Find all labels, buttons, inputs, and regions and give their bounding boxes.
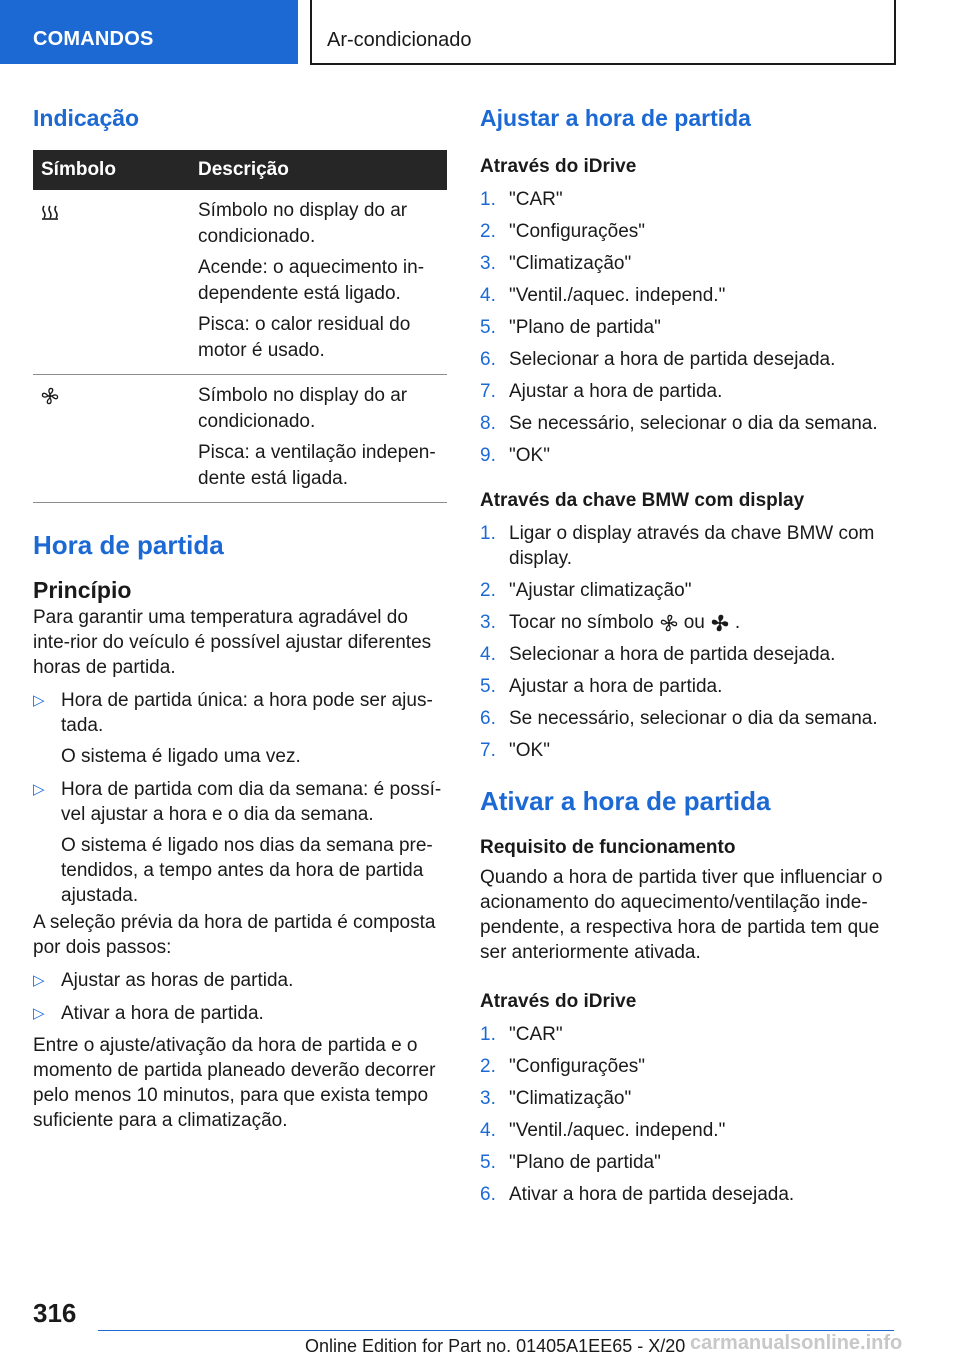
step-text: "Climatização" xyxy=(509,1088,632,1109)
step-text: Tocar no símbolo ou . xyxy=(509,612,741,633)
step-item xyxy=(480,411,896,436)
step-number: 4. xyxy=(480,1120,496,1141)
step-text: "Climatização" xyxy=(509,253,632,274)
step-item xyxy=(480,674,896,699)
step-number: 1. xyxy=(480,523,496,544)
idrive2-subheading: Através do iDrive xyxy=(480,991,637,1012)
idrive-steps xyxy=(480,187,896,468)
idrive-subheading: Através do iDrive xyxy=(480,156,637,177)
step-item xyxy=(480,578,896,603)
step-item xyxy=(480,738,896,763)
idrive2-steps xyxy=(480,1022,896,1207)
step-text: Ativar a hora de partida desejada. xyxy=(509,1184,795,1205)
step-text: Se necessário, selecionar o dia da semana. xyxy=(509,413,878,434)
page-number: 316 xyxy=(33,1298,77,1328)
watermark: carmanualsonline.info xyxy=(690,1332,903,1354)
requisito-subheading: Requisito de funcionamento xyxy=(480,837,736,858)
step-text: "Ventil./aquec. independ." xyxy=(509,285,726,306)
step-item xyxy=(480,283,896,308)
step-number: 8. xyxy=(480,413,496,434)
step-text: "Ajustar climatização" xyxy=(509,580,692,601)
description-text: Símbolo no display do ar condicionado. xyxy=(198,385,408,432)
step-item xyxy=(480,251,896,276)
step-number: 2. xyxy=(480,580,496,601)
table-header-description: Descrição xyxy=(191,150,447,190)
hora-partida-heading: Hora de partida xyxy=(33,530,224,560)
step-number: 4. xyxy=(480,644,496,665)
description-text: Pisca: o calor residual do motor é usado. xyxy=(198,314,411,361)
step-text: Ajustar a hora de partida. xyxy=(509,381,723,402)
left-column xyxy=(33,100,447,1133)
step-number: 7. xyxy=(480,381,496,402)
step-item xyxy=(480,1118,896,1143)
step-text: "OK" xyxy=(509,740,550,761)
edition-text: Online Edition for Part no. 01405A1EE65 - X/20 xyxy=(305,1336,686,1356)
indicacao-heading: Indicação xyxy=(33,105,140,131)
step-item xyxy=(480,642,896,667)
step-text: Selecionar a hora de partida desejada. xyxy=(509,349,836,370)
list-item: ▷ Ajustar as horas de partida. xyxy=(33,970,294,991)
step-number: 3. xyxy=(480,1088,496,1109)
list-item: ▷ Ativar a hora de partida. xyxy=(33,1003,264,1024)
step-text: Ligar o display através da chave BMW com display. xyxy=(509,523,875,569)
triangle-bullet-icon: ▷ xyxy=(33,692,45,709)
step-number: 2. xyxy=(480,1056,496,1077)
step-number: 2. xyxy=(480,221,496,242)
step-item xyxy=(480,1022,896,1047)
bullet-list xyxy=(33,688,447,908)
section-tab xyxy=(0,0,298,64)
step-item xyxy=(480,1182,896,1207)
description-text: Símbolo no display do ar condicionado. xyxy=(198,200,408,247)
step-item xyxy=(480,219,896,244)
step-number: 1. xyxy=(480,189,496,210)
step-item xyxy=(480,1054,896,1079)
step-number: 6. xyxy=(480,708,496,729)
step-item xyxy=(480,706,896,731)
step-text: "CAR" xyxy=(509,189,563,210)
step-text: "Plano de partida" xyxy=(509,317,661,338)
step-number: 7. xyxy=(480,740,496,761)
step-text: Ajustar a hora de partida. xyxy=(509,676,723,697)
fan-icon xyxy=(41,387,59,405)
triangle-bullet-icon: ▷ xyxy=(33,781,45,798)
step-number: 5. xyxy=(480,676,496,697)
triangle-bullet-icon: ▷ xyxy=(33,972,45,989)
step-text: "OK" xyxy=(509,445,550,466)
step-text: Selecionar a hora de partida desejada. xyxy=(509,644,836,665)
step-item xyxy=(480,1086,896,1111)
step-number: 3. xyxy=(480,253,496,274)
table-row xyxy=(33,375,447,503)
list-item: ▷ Hora de partida única: a hora pode ser ajus-tada. O sistema é ligado uma vez. xyxy=(33,690,433,767)
principio-heading: Princípio xyxy=(33,577,132,603)
step-number: 9. xyxy=(480,445,496,466)
step-text: "Configurações" xyxy=(509,221,646,242)
symbol-table xyxy=(33,150,447,503)
requisito-text: Quando a hora de partida tiver que influenciar o acionamento do aquecimento/ventilação inde-pendente, a respectiva hora de partida tem que ser anteriormente ativada. xyxy=(480,867,883,963)
list-item: ▷ Hora de partida com dia da semana: é possí-vel ajustar a hora e o dia da semana. O sistema é ligado nos dias da semana pre-tendidos, a tempo antes da hora de partida ajustada. xyxy=(33,779,442,906)
right-column xyxy=(480,100,896,1207)
chave-subheading: Através da chave BMW com display xyxy=(480,490,805,511)
step-text: Se necessário, selecionar o dia da semana. xyxy=(509,708,878,729)
step-number: 5. xyxy=(480,317,496,338)
description-text: Pisca: a ventilação indepen-dente está ligada. xyxy=(198,442,436,489)
description-text: Acende: o aquecimento in-dependente está ligado. xyxy=(198,257,425,304)
step-item xyxy=(480,610,896,635)
step-item xyxy=(480,187,896,212)
step-number: 5. xyxy=(480,1152,496,1173)
selecao-text: A seleção prévia da hora de partida é composta por dois passos: xyxy=(33,912,436,958)
step-item xyxy=(480,347,896,372)
chapter-tab xyxy=(310,0,896,65)
principio-text: Para garantir uma temperatura agradável do inte-rior do veículo é possível ajustar diferentes horas de partida. xyxy=(33,607,432,678)
step-text: "Ventil./aquec. independ." xyxy=(509,1120,726,1141)
step-number: 4. xyxy=(480,285,496,306)
footer-rule xyxy=(98,1330,894,1331)
ativar-heading: Ativar a hora de partida xyxy=(480,786,771,816)
step-number: 6. xyxy=(480,349,496,370)
table-row xyxy=(33,190,447,375)
step-number: 6. xyxy=(480,1184,496,1205)
triangle-bullet-icon: ▷ xyxy=(33,1005,45,1022)
final-text: Entre o ajuste/ativação da hora de partida e o momento de partida planeado deverão decorrer pelo menos 10 minutos, para que exista tempo suficiente para a climatização. xyxy=(33,1035,436,1131)
fan-icon xyxy=(660,614,678,632)
step-item xyxy=(480,521,896,571)
heat-waves-icon xyxy=(41,204,59,220)
chave-steps xyxy=(480,521,896,763)
step-text: "Plano de partida" xyxy=(509,1152,661,1173)
step-item xyxy=(480,379,896,404)
step-number: 1. xyxy=(480,1024,496,1045)
bullet-list xyxy=(33,968,447,1026)
table-header-symbol: Símbolo xyxy=(33,150,191,190)
step-text: "CAR" xyxy=(509,1024,563,1045)
ajustar-heading: Ajustar a hora de partida xyxy=(480,105,751,131)
chapter-label: Ar-condicionado xyxy=(327,29,472,51)
step-item xyxy=(480,443,896,468)
step-item xyxy=(480,1150,896,1175)
step-item xyxy=(480,315,896,340)
step-text: "Configurações" xyxy=(509,1056,646,1077)
section-label: COMANDOS xyxy=(33,28,154,50)
fan-heat-icon xyxy=(711,614,729,632)
step-number: 3. xyxy=(480,612,496,633)
